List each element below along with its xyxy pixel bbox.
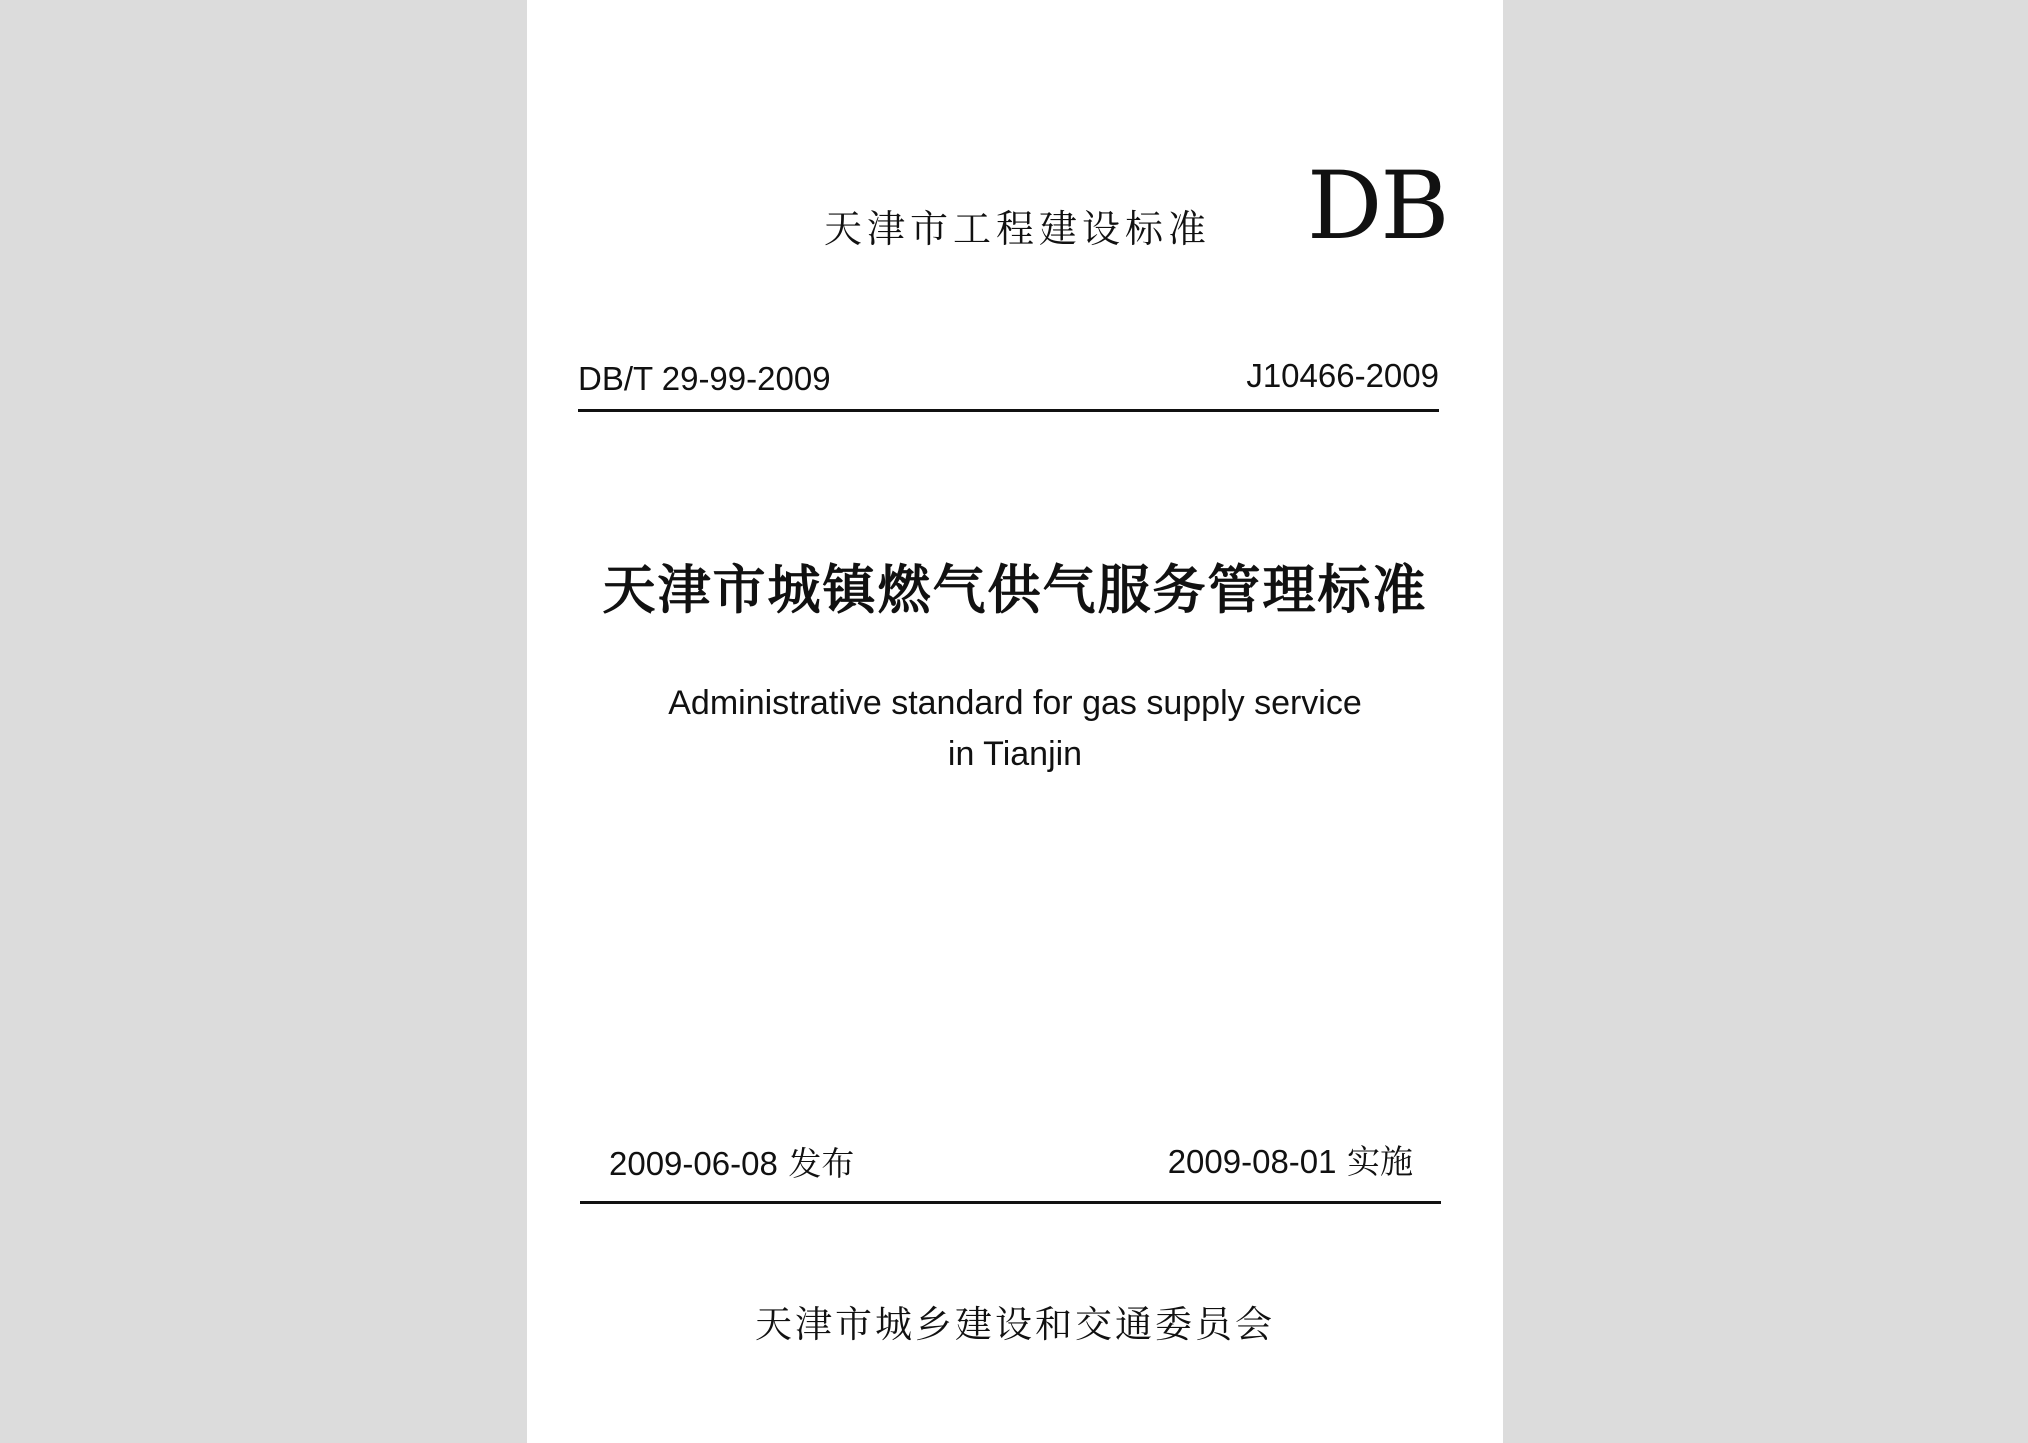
implementation-date-block [1168,1136,1413,1183]
issue-date-block [609,1138,854,1185]
title-english-line-2: in Tianjin [947,735,1083,773]
issue-label: 发布 [788,1144,855,1183]
implementation-date: 2009-08-01 [1167,1143,1337,1180]
bottom-divider [580,1201,1441,1204]
record-number: J10466-2009 [1246,357,1439,394]
title-english-line-1: Administrative standard for gas supply service [668,684,1362,722]
implementation-label: 实施 [1347,1142,1413,1181]
title-chinese: 天津市城镇燃气供气服务管理标准 [602,560,1428,621]
standard-type: 天津市工程建设标准 [824,207,1212,251]
top-divider [578,409,1439,412]
title-english [527,678,1503,780]
db-mark: DB [1307,152,1448,261]
standard-number: DB/T 29-99-2009 [578,360,831,397]
publisher: 天津市城乡建设和交通委员会 [755,1303,1275,1346]
document-page [527,0,1503,1443]
issue-date: 2009-06-08 [609,1145,778,1182]
